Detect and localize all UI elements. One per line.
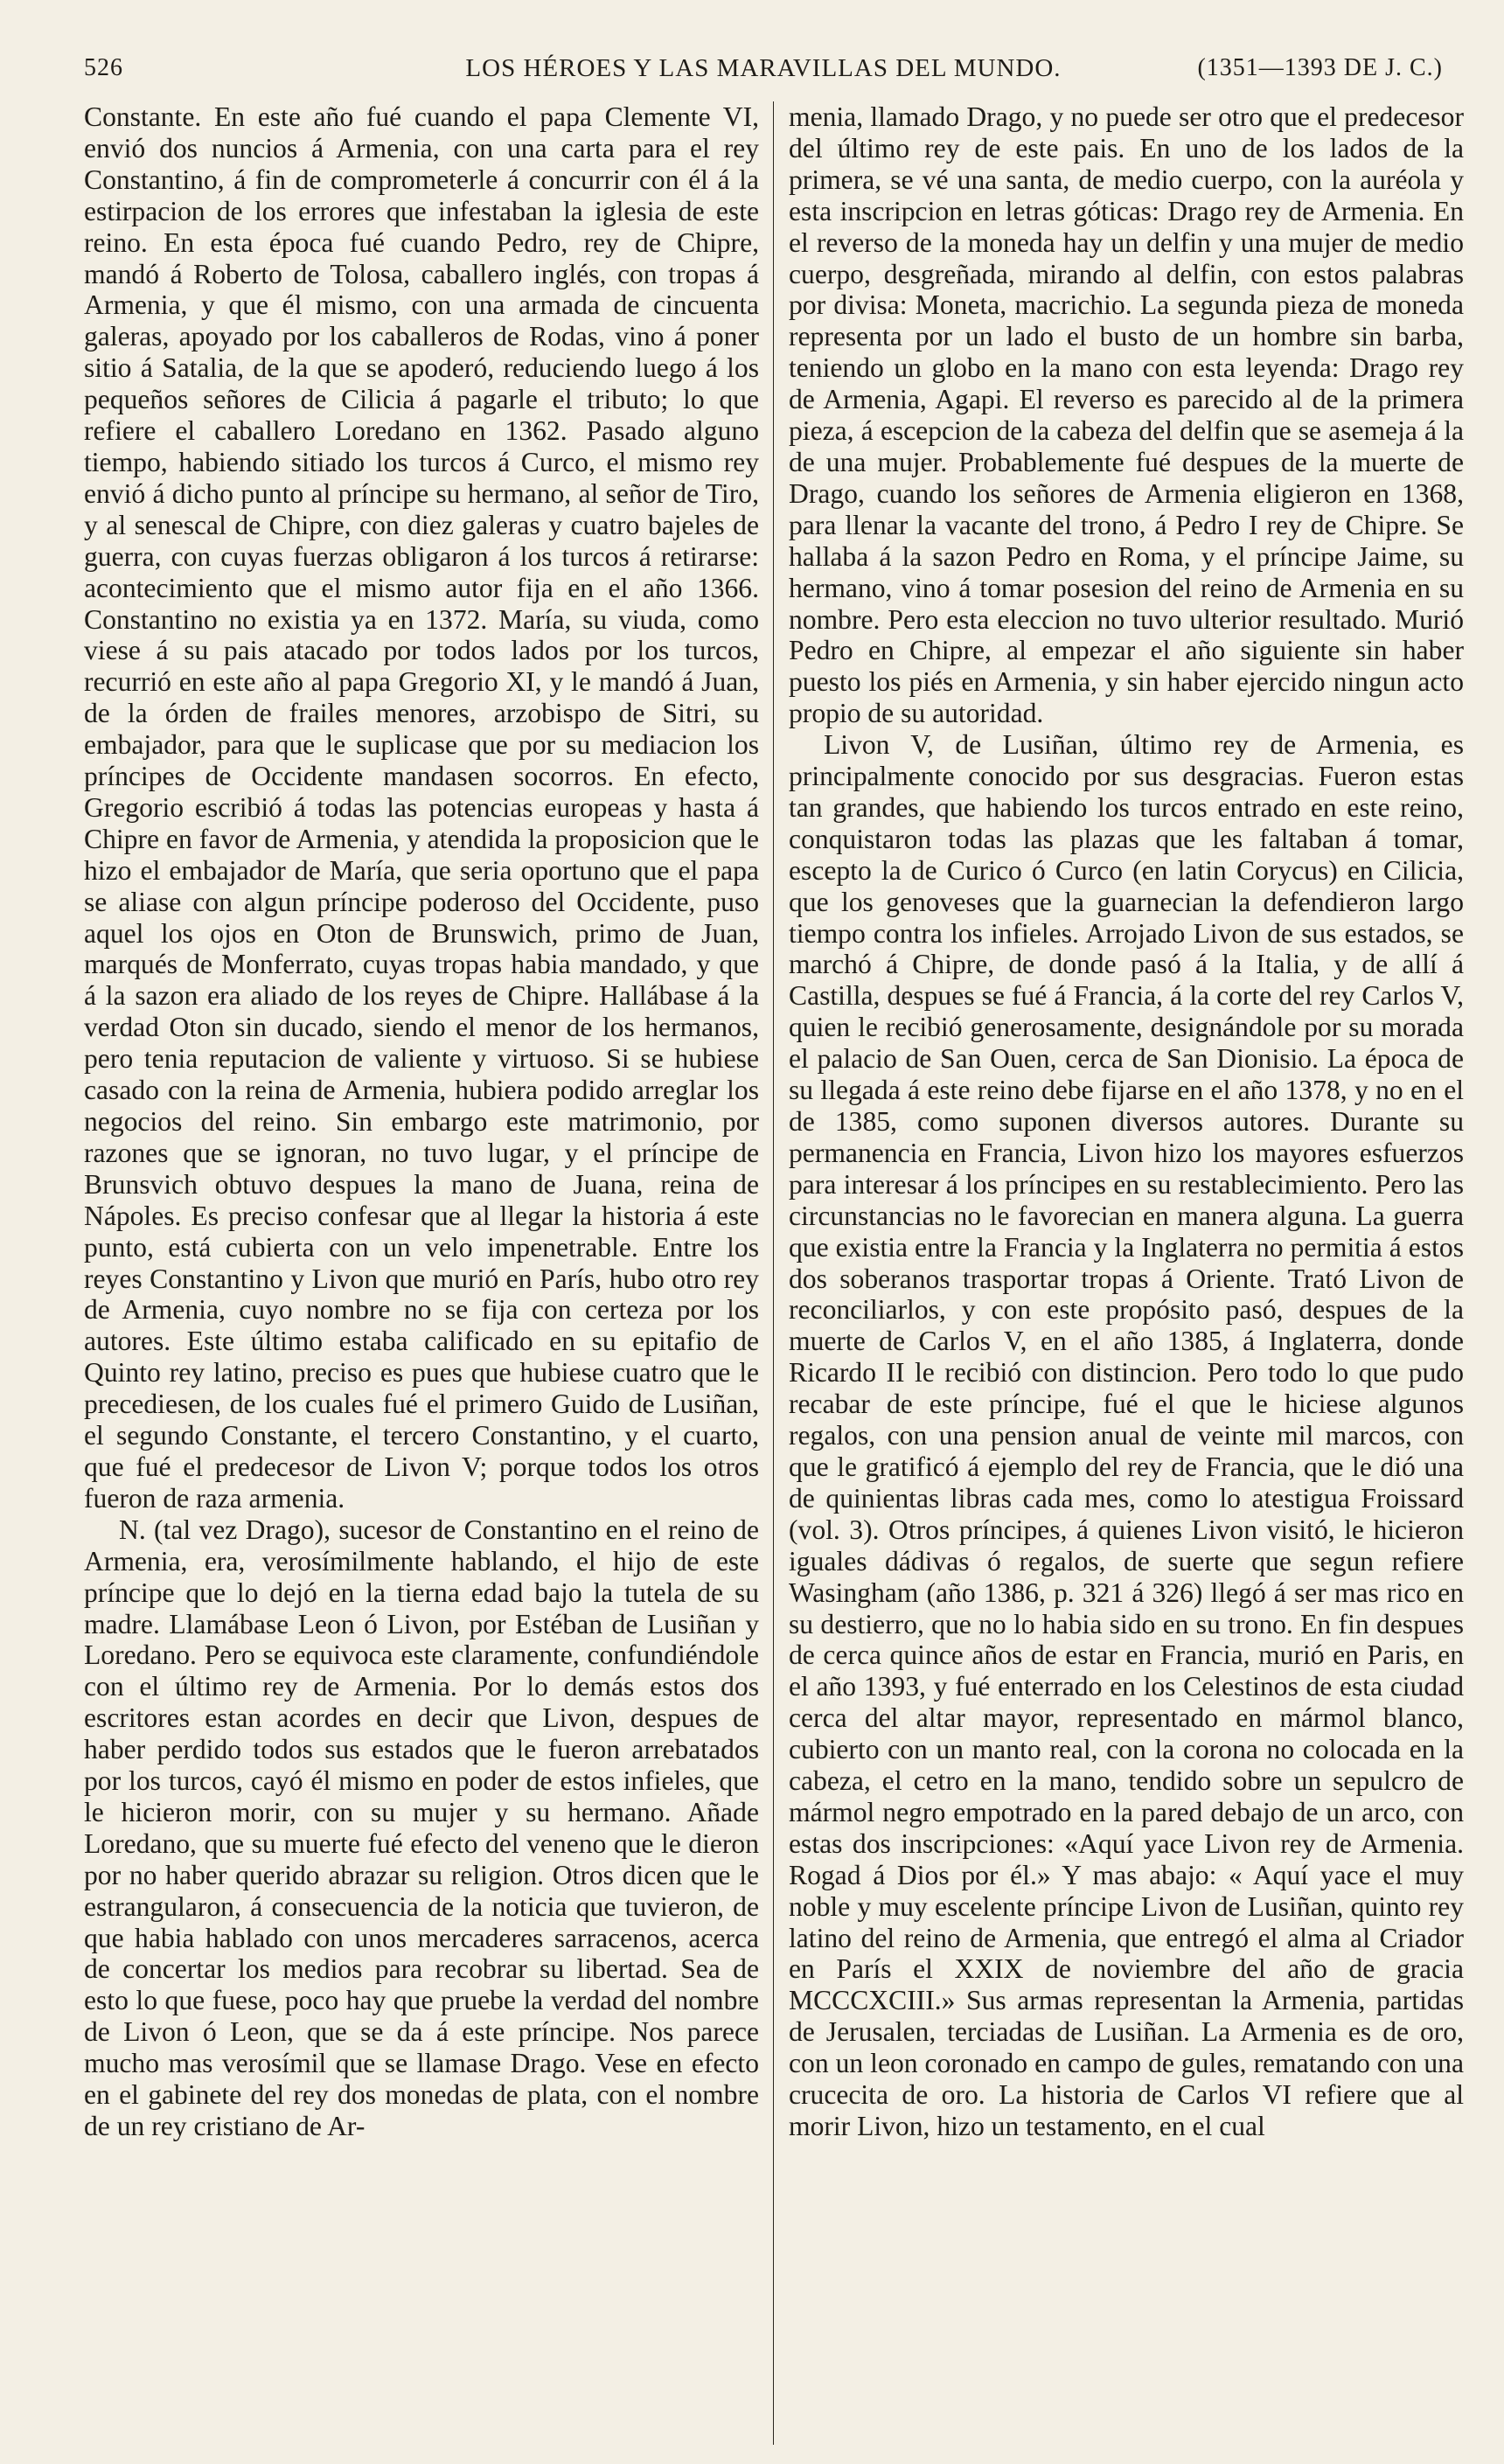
paragraph: N. (tal vez Drago), sucesor de Constantino en el reino de Armenia, era, verosímilmente hablando, el hijo de este príncipe que lo dejó en la tierna edad bajo la tutela de su madre. Llamábase Leon ó Livon, por Estéban de Lusiñan y Loredano. Pero se equivoca este claramente, confundiéndole con el último rey de Armenia. Por lo demás estos dos escritores estan acordes en decir que Livon, despues de haber perdido todos sus estados que le fueron arrebatados por los turcos, cayó él mismo en poder de estos infieles, que le hicieron morir, con su mujer y su hermano. Añade Loredano, que su muerte fué efecto del veneno que le dieron por no haber querido abrazar su religion. Otros dicen que le estrangularon, á consecuencia de la noticia que tuvieron, de que habia hablado con unos mercaderes sarracenos, acerca de concertar los medios para recobrar su libertad. Sea de esto lo que fuese, poco hay que pruebe la verdad del nombre de Livon ó Leon, que se da á este príncipe. Nos parece mucho mas verosímil que se llamase Drago. Vese en efecto en el gabinete del rey dos monedas de plata, con el nombre de un rey cristiano de Ar-: [84, 1514, 759, 2141]
running-title: LOS HÉROES Y LAS MARAVILLAS DEL MUNDO.: [465, 54, 1062, 82]
running-header: [84, 54, 1443, 93]
paragraph: menia, llamado Drago, y no puede ser otro que el predecesor del último rey de este pais. En uno de los lados de la primera, se vé una santa, de medio cuerpo, con la auréola y esta inscripcion en letras góticas: Drago rey de Armenia. En el reverso de la moneda hay un delfin y una mujer de medio cuerpo, desgreñada, mirando al delfin, con estos palabras por divisa: Moneta, macrichio. La segunda pieza de moneda representa por un lado el busto de un hombre sin barba, teniendo un globo en la mano con esta leyenda: Drago rey de Armenia, Agapi. El reverso es parecido al de la primera pieza, á escepcion de la cabeza del delfin que se asemeja á la de una mujer. Probablemente fué despues de la muerte de Drago, cuando los señores de Armenia eligieron en 1368, para llenar la vacante del trono, á Pedro I rey de Chipre. Se hallaba á la sazon Pedro en Roma, y el príncipe Jaime, su hermano, vino á tomar posesion del reino de Armenia en su nombre. Pero esta eleccion no tuvo ulterior resultado. Murió Pedro en Chipre, al empezar el año siguiente sin haber puesto los piés en Armenia, y sin haber ejercido ningun acto propio de su autoridad.: [789, 101, 1464, 729]
left-column: [84, 101, 759, 2142]
column-divider: [773, 101, 774, 2445]
paragraph: Constante. En este año fué cuando el papa Clemente VI, envió dos nuncios á Armenia, con una carta para el rey Constantino, á fin de comprometerle á concurrir con él á la estirpacion de los errores que infestaban la iglesia de este reino. En esta época fué cuando Pedro, rey de Chipre, mandó á Roberto de Tolosa, caballero inglés, con tropas á Armenia, y que él mismo, con una armada de cincuenta galeras, apoyado por los caballeros de Rodas, vino á poner sitio á Satalia, de la que se apoderó, reduciendo luego á los pequeños señores de Cilicia á pagarle el tributo; lo que refiere el caballero Loredano en 1362. Pasado alguno tiempo, habiendo sitiado los turcos á Curco, el mismo rey envió á dicho punto al príncipe su hermano, al señor de Tiro, y al senescal de Chipre, con diez galeras y cuatro bajeles de guerra, con cuyas fuerzas obligaron á los turcos á retirarse: acontecimiento que el mismo autor fija en el año 1366. Constantino no existia ya en 1372. María, su viuda, como viese á su pais atacado por todos lados por los turcos, recurrió en este año al papa Gregorio XI, y le mandó á Juan, de la órden de frailes menores, arzobispo de Sitri, su embajador, para que le suplicase que por su mediacion los príncipes de Occidente mandasen socorros. En efecto, Gregorio escribió á todas las potencias europeas y hasta á Chipre en favor de Armenia, y atendida la proposicion que le hizo el embajador de María, que seria oportuno que el papa se aliase con algun príncipe poderoso del Occidente, puso aquel los ojos en Oton de Brunswich, primo de Juan, marqués de Monferrato, cuyas tropas habia mandado, y que á la sazon era aliado de los reyes de Chipre. Hallábase á la verdad Oton sin ducado, siendo el menor de los hermanos, pero tenia reputacion de valiente y virtuoso. Si se hubiese casado con la reina de Armenia, hubiera podido arreglar los negocios del reino. Sin embargo este matrimonio, por razones que se ignoran, no tuvo lugar, y el príncipe de Brunsvich obtuvo despues la mano de Juana, reina de Nápoles. Es preciso confesar que al llegar la historia á este punto, está cubierta con un velo impenetrable. Entre los reyes Constantino y Livon que murió en París, hubo otro rey de Armenia, cuyo nombre no se fija con certeza por los autores. Este último estaba calificado en su epitafio de Quinto rey latino, preciso es pues que hubiese cuatro que le precediesen, de los cuales fué el primero Guido de Lusiñan, el segundo Constante, el tercero Constantino, y el cuarto, que fué el predecesor de Livon V; porque todos los otros fueron de raza armenia.: [84, 101, 759, 1514]
paragraph: Livon V, de Lusiñan, último rey de Armenia, es principalmente conocido por sus desgracias. Fueron estas tan grandes, que habiendo los turcos entrado en este reino, conquistaron todas las plazas que les faltaban á tomar, escepto la de Curico ó Curco (en latin Corycus) en Cilicia, que los genoveses que la guarnecian la defendieron largo tiempo contra los infieles. Arrojado Livon de sus estados, se marchó á Chipre, de donde pasó á la Italia, y de allí á Castilla, despues se fué á Francia, á la corte del rey Carlos V, quien le recibió generosamente, designándole por su morada el palacio de San Ouen, cerca de San Dionisio. La época de su llegada á este reino debe fijarse en el año 1378, y no en el de 1385, como suponen diversos autores. Durante su permanencia en Francia, Livon hizo los mayores esfuerzos para interesar á los príncipes en su restablecimiento. Pero las circunstancias no le favorecian en manera alguna. La guerra que existia entre la Francia y la Inglaterra no permitia á estos dos soberanos trasportar tropas á Oriente. Trató Livon de reconciliarlos, y con este propósito pasó, despues de la muerte de Carlos V, en el año 1385, á Inglaterra, donde Ricardo II le recibió con distincion. Pero todo lo que pudo recabar de este príncipe, fué el que le hiciese algunos regalos, con una pension anual de veinte mil marcos, con que le gratificó á ejemplo del rey de Francia, que le dió una de quinientas libras cada mes, como lo atestigua Froissard (vol. 3). Otros príncipes, á quienes Livon visitó, le hicieron iguales dádivas ó regalos, de suerte que segun refiere Wasingham (año 1386, p. 321 á 326) llegó á ser mas rico en su destierro, que no lo habia sido en su trono. En fin despues de cerca quince años de estar en Francia, murió en Paris, en el año 1393, y fué enterrado en los Celestinos de esta ciudad cerca del altar mayor, representado en mármol blanco, cubierto con un manto real, con la corona no colocada en la cabeza, el cetro en la mano, tendido sobre un sepulcro de mármol negro empotrado en la pared debajo de un arco, con estas dos inscripciones: «Aquí yace Livon rey de Armenia. Rogad á Dios por él.» Y mas abajo: « Aquí yace el muy noble y muy escelente príncipe Livon de Lusiñan, quinto rey latino del reino de Armenia, que entregó el alma al Criador en París el XXIX de noviembre del año de gracia MCCCXCIII.» Sus armas representan la Armenia, partidas de Jerusalen, terciadas de Lusiñan. La Armenia es de oro, con un leon coronado en campo de gules, rematando con una crucecita de oro. La historia de Carlos VI refiere que al morir Livon, hizo un testamento, en el cual: [789, 729, 1464, 2141]
right-column: [789, 101, 1464, 2142]
page-number: 526: [84, 54, 123, 81]
date-range: (1351—1393 DE J. C.): [1197, 54, 1443, 81]
